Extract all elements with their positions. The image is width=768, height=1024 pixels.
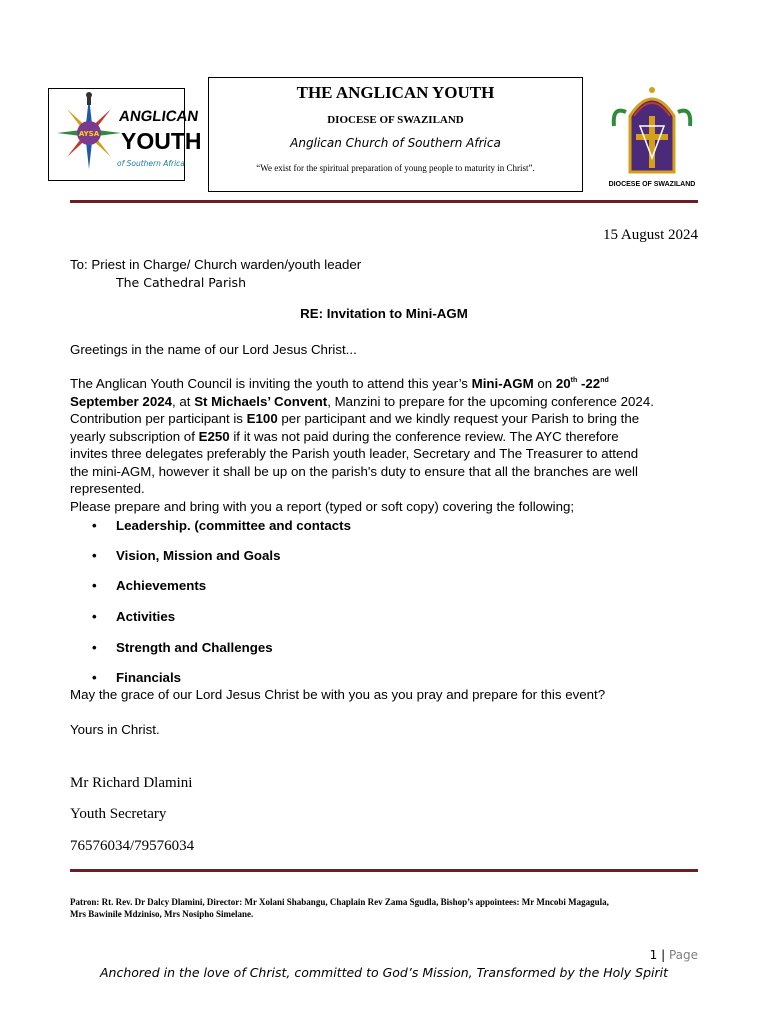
list-item: • Activities (92, 609, 176, 624)
patron-line-1: Patron: Rt. Rev. Dr Dalcy Dlamini, Director: Mr Xolani Shabangu, Chaplain Rev Zama Sgudla, Bishop’s appointees: Mr Mncobi Magagula, (70, 897, 609, 907)
patron-line-2: Mrs Bawinile Mdziniso, Mrs Nosipho Simelane. (70, 909, 254, 919)
signatory-title: Youth Secretary (70, 806, 167, 822)
bullet-icon: • (92, 578, 97, 593)
bullet-icon: • (92, 670, 97, 685)
footer-tagline: Anchored in the love of Christ, committed to God’s Mission, Transformed by the Holy Spirit (99, 965, 668, 980)
list-item: • Achievements (92, 578, 207, 593)
paragraph-line-6: the mini-AGM, however it shall be up on the parish's duty to ensure that all the branches are well (70, 463, 638, 479)
patron-list (70, 896, 710, 920)
invitation-paragraph (70, 375, 700, 515)
mitre-crest-icon (604, 86, 700, 180)
signatory-name: Mr Richard Dlamini (70, 775, 193, 791)
bullet-icon: • (92, 548, 97, 563)
church-name: Anglican Church of Southern Africa (290, 136, 501, 150)
page-label: Page (668, 948, 698, 962)
report-items-list (92, 518, 676, 688)
anglican-youth-logo (48, 88, 202, 181)
list-item: • Strength and Challenges (92, 640, 273, 655)
paragraph-line-4: yearly subscription of E250 if it was not paid during the conference review. The AYC therefore (70, 428, 619, 444)
crest-caption: DIOCESE OF SWAZILAND (608, 181, 696, 188)
list-item: • Vision, Mission and Goals (92, 548, 281, 563)
signatory-phone: 76576034/79576034 (70, 838, 195, 854)
paragraph-line-1: The Anglican Youth Council is inviting the youth to attend this year’s Mini-AGM on 20th -22nd (70, 376, 609, 391)
org-title: THE ANGLICAN YOUTH (296, 83, 495, 102)
addressee-parish: The Cathedral Parish (116, 275, 246, 290)
footer-rule (70, 869, 698, 872)
page-number-block (650, 948, 698, 962)
greeting: Greetings in the name of our Lord Jesus Christ... (70, 342, 357, 357)
page-separator: | (661, 948, 666, 962)
list-item: • Leadership. (committee and contacts (92, 518, 351, 533)
bullet-icon: • (92, 609, 97, 624)
logo-badge: AYSA (78, 130, 100, 138)
report-intro: Please prepare and bring with you a report (typed or soft copy) covering the following; (70, 498, 575, 514)
paragraph-line-3: Contribution per participant is E100 per participant and we kindly request your Parish to bring the (70, 411, 640, 426)
header-rule (70, 200, 698, 203)
letter-date: 15 August 2024 (602, 227, 698, 243)
page-number: 1 (649, 948, 658, 962)
diocese-crest (604, 86, 700, 191)
blessing: May the grace of our Lord Jesus Christ be with you as you pray and prepare for this event? (70, 687, 606, 702)
youth-logo-graphic (49, 89, 202, 182)
paragraph-line-7: represented. (70, 481, 145, 496)
list-item: • Financials (92, 670, 182, 685)
org-motto: “We exist for the spiritual preparation of young people to maturity in Christ”. (256, 163, 535, 173)
bullet-icon: • (92, 518, 97, 533)
closing: Yours in Christ. (70, 722, 160, 737)
logo-line3: of Southern Africa (117, 159, 185, 168)
letter-subject: RE: Invitation to Mini-AGM (300, 306, 468, 321)
logo-line1: ANGLICAN (117, 108, 200, 125)
paragraph-line-5: invites three delegates preferably the Parish youth leader, Secretary and The Treasurer to attend (70, 446, 639, 461)
letterhead-title-box (208, 77, 583, 192)
bullet-icon: • (92, 640, 97, 655)
paragraph-line-2: September 2024, at St Michaels’ Convent, Manzini to prepare for the upcoming conference 2024. (70, 393, 654, 409)
diocese-name: DIOCESE OF SWAZILAND (327, 114, 464, 126)
addressee-line: To: Priest in Charge/ Church warden/youth leader (70, 257, 362, 272)
logo-line2: YOUTH (121, 128, 202, 154)
